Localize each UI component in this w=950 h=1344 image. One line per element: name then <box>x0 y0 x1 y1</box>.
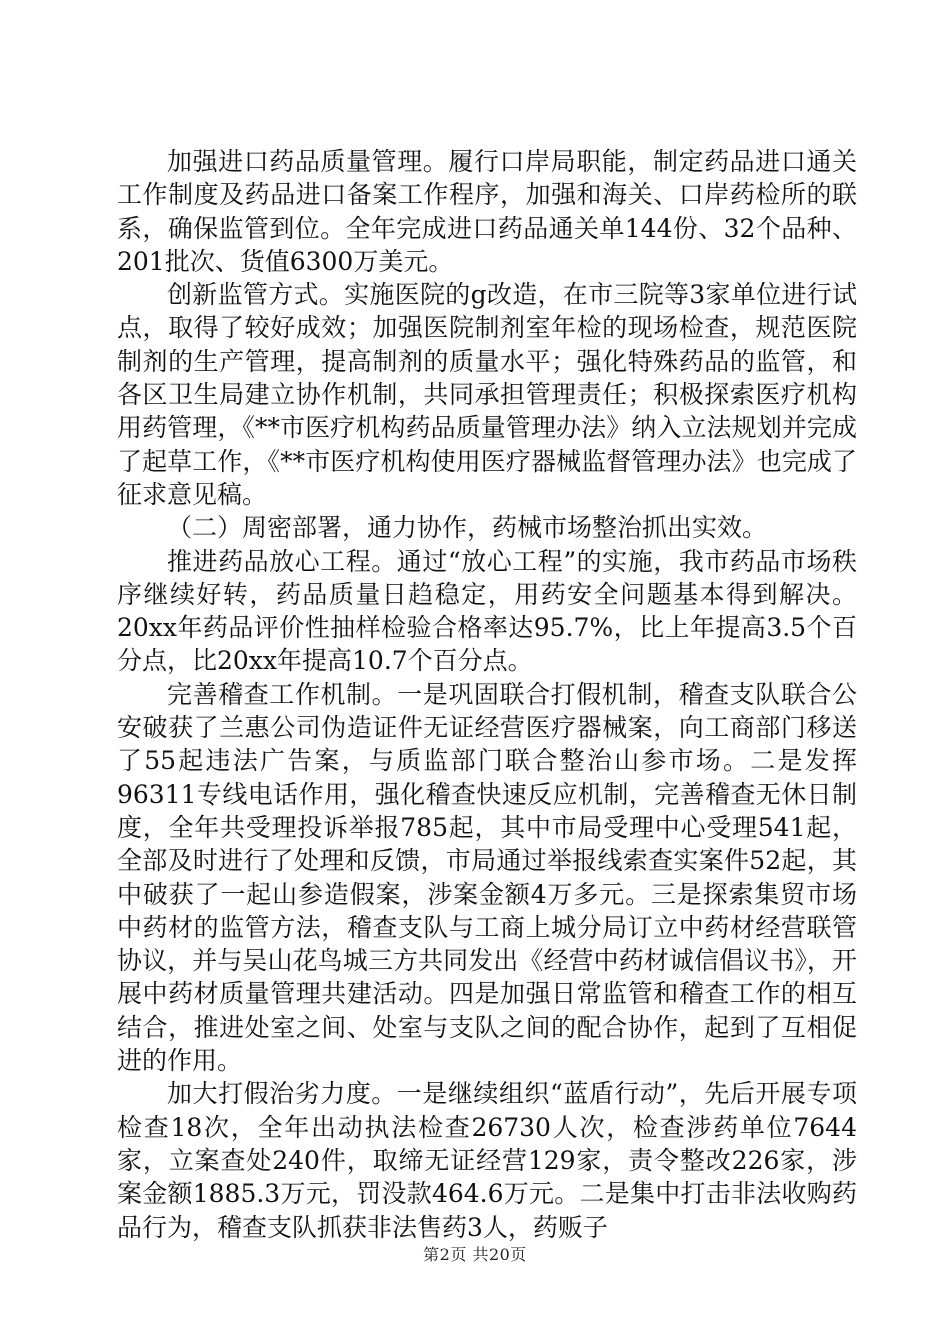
paragraph-anti-counterfeit: 加大打假治劣力度。一是继续组织“蓝盾行动”，先后开展专项检查18次，全年出动执法检查26730人次，检查涉药单位7644家，立案查处240件，取缔无证经营129家，责令整改226家，涉案金额1885.3万元，罚没款464.6万元。二是集中打击非法收购药品行为，稽查支队抓获非法售药3人，药贩子 <box>117 1079 857 1242</box>
section-heading-market-rectification: （二）周密部署，通力协作，药械市场整治抓出实效。 <box>167 513 768 543</box>
paragraph-drug-assurance-project: 推进药品放心工程。通过“放心工程”的实施，我市药品市场秩序继续好转，药品质量日趋稳定，用药安全问题基本得到解决。20xx年药品评价性抽样检验合格率达95.7%，比上年提高3.5个百分点，比20xx年提高10.7个百分点。 <box>117 546 857 676</box>
paragraph-import-drug-quality: 加强进口药品质量管理。履行口岸局职能，制定药品进口通关工作制度及药品进口备案工作程序，加强和海关、口岸药检所的联系，确保监管到位。全年完成进口药品通关单144份、32个品种、201批次、货值6300万美元。 <box>117 147 857 276</box>
page-footer: 第2页 共20页 <box>423 1245 527 1264</box>
document-body <box>117 145 857 1244</box>
paragraph-inspection-mechanism: 完善稽查工作机制。一是巩固联合打假机制，稽查支队联合公安破获了兰惠公司伪造证件无证经营医疗器械案，向工商部门移送了55起违法广告案，与质监部门联合整治山参市场。二是发挥96311专线电话作用，强化稽查快速反应机制，完善稽查无休日制度，全年共受理投诉举报785起，其中市局受理中心受理541起，全部及时进行了处理和反馈，市局通过举报线索查实案件52起，其中破获了一起山参造假案，涉案金额4万多元。三是探索集贸市场中药材的监管方法，稽查支队与工商上城分局订立中药材经营联管协议，并与吴山花鸟城三方共同发出《经营中药材诚信倡议书》，开展中药材质量管理共建活动。四是加强日常监管和稽查工作的相互结合，推进处室之间、处室与支队之间的配合协作，起到了互相促进的作用。 <box>117 679 857 1076</box>
paragraph-innovative-supervision: 创新监管方式。实施医院的g改造，在市三院等3家单位进行试点，取得了较好成效；加强医院制剂室年检的现场检查，规范医院制剂的生产管理，提高制剂的质量水平；强化特殊药品的监管，和各区卫生局建立协作机制，共同承担管理责任；积极探索医疗机构用药管理，《**市医疗机构药品质量管理办法》纳入立法规划并完成了起草工作，《**市医疗机构使用医疗器械监督管理办法》也完成了征求意见稿。 <box>117 280 857 509</box>
